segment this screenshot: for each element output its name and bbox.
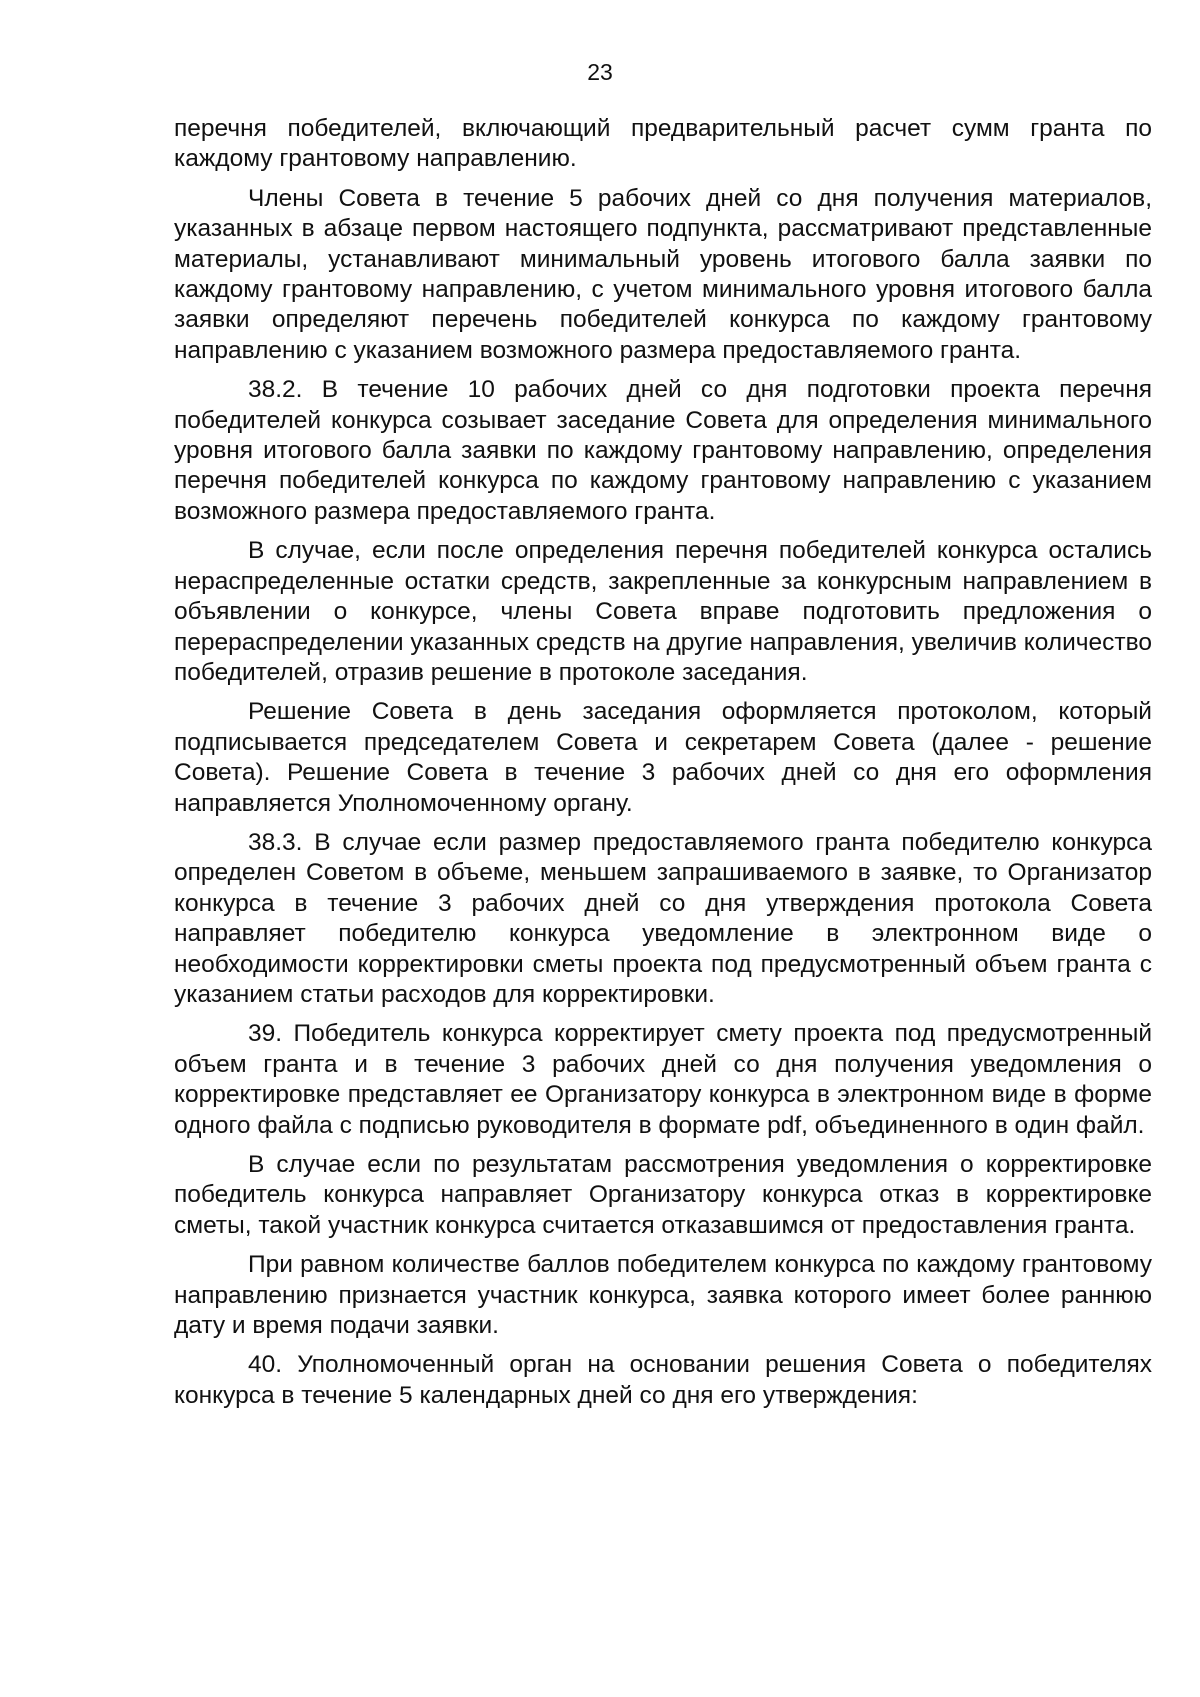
paragraph-40: 40. Уполномоченный орган на основании решения Совета о победителях конкурса в течение 5 календарных дней со дня его утверждения: [174,1351,1152,1409]
document-body [174,114,1152,1420]
paragraph-38-2: 38.2. В течение 10 рабочих дней со дня подготовки проекта перечня победителей конкурса созывает заседание Совета для определения минимального уровня итогового балла заявки по каждому грантовому направлению, определения перечня победителей конкурса по каждому грантовому направлению с указанием возможного размера предоставляемого гранта. [174,376,1152,525]
page-number: 23 [587,59,613,85]
paragraph-refusal: В случае если по результатам рассмотрения уведомления о корректировке победитель конкурса направляет Организатору конкурса отказ в корректировке сметы, такой участник конкурса считается отказавшимся от предоставления гранта. [174,1151,1152,1239]
paragraph-continuation: перечня победителей, включающий предварительный расчет сумм гранта по каждому грантовому направлению. [174,115,1152,173]
paragraph-equal-scores: При равном количестве баллов победителем конкурса по каждому грантовому направлению признается участник конкурса, заявка которого имеет более раннюю дату и время подачи заявки. [174,1251,1152,1340]
paragraph-38-3: 38.3. В случае если размер предоставляемого гранта победителю конкурса определен Советом в объеме, меньшем запрашиваемого в заявке, то Организатор конкурса в течение 3 рабочих дней со дня утверждения протокола Совета направляет победителю конкурса уведомление в электронном виде о необходимости корректировки сметы проекта под предусмотренный объем гранта с указанием статьи расходов для корректировки. [174,828,1152,1008]
paragraph-39: 39. Победитель конкурса корректирует смету проекта под предусмотренный объем гранта и в течение 3 рабочих дней со дня получения уведомления о корректировке представляет ее Организатору конкурса в электронном виде в форме одного файла с подписью руководителя в формате pdf, объединенного в один файл. [174,1020,1152,1139]
paragraph-remaining-funds: В случае, если после определения перечня победителей конкурса остались нераспределенные остатки средств, закрепленные за конкурсным направлением в объявлении о конкурсе, члены Совета вправе подготовить предложения о перераспределении указанных средств на другие направления, увеличив количество победителей, отразив решение в протоколе заседания. [174,537,1152,686]
paragraph-council-members: Члены Совета в течение 5 рабочих дней со дня получения материалов, указанных в абзаце первом настоящего подпункта, рассматривают представленные материалы, устанавливают минимальный уровень итогового балла заявки по каждому грантовому направлению, с учетом минимального уровня итогового балла заявки определяют перечень победителей конкурса по каждому грантовому направлению с указанием возможного размера предоставляемого гранта. [174,184,1152,364]
paragraph-council-decision: Решение Совета в день заседания оформляется протоколом, который подписывается председателем Совета и секретарем Совета (далее - решение Совета). Решение Совета в течение 3 рабочих дней со дня его оформления направляется Уполномоченному органу. [174,698,1152,817]
